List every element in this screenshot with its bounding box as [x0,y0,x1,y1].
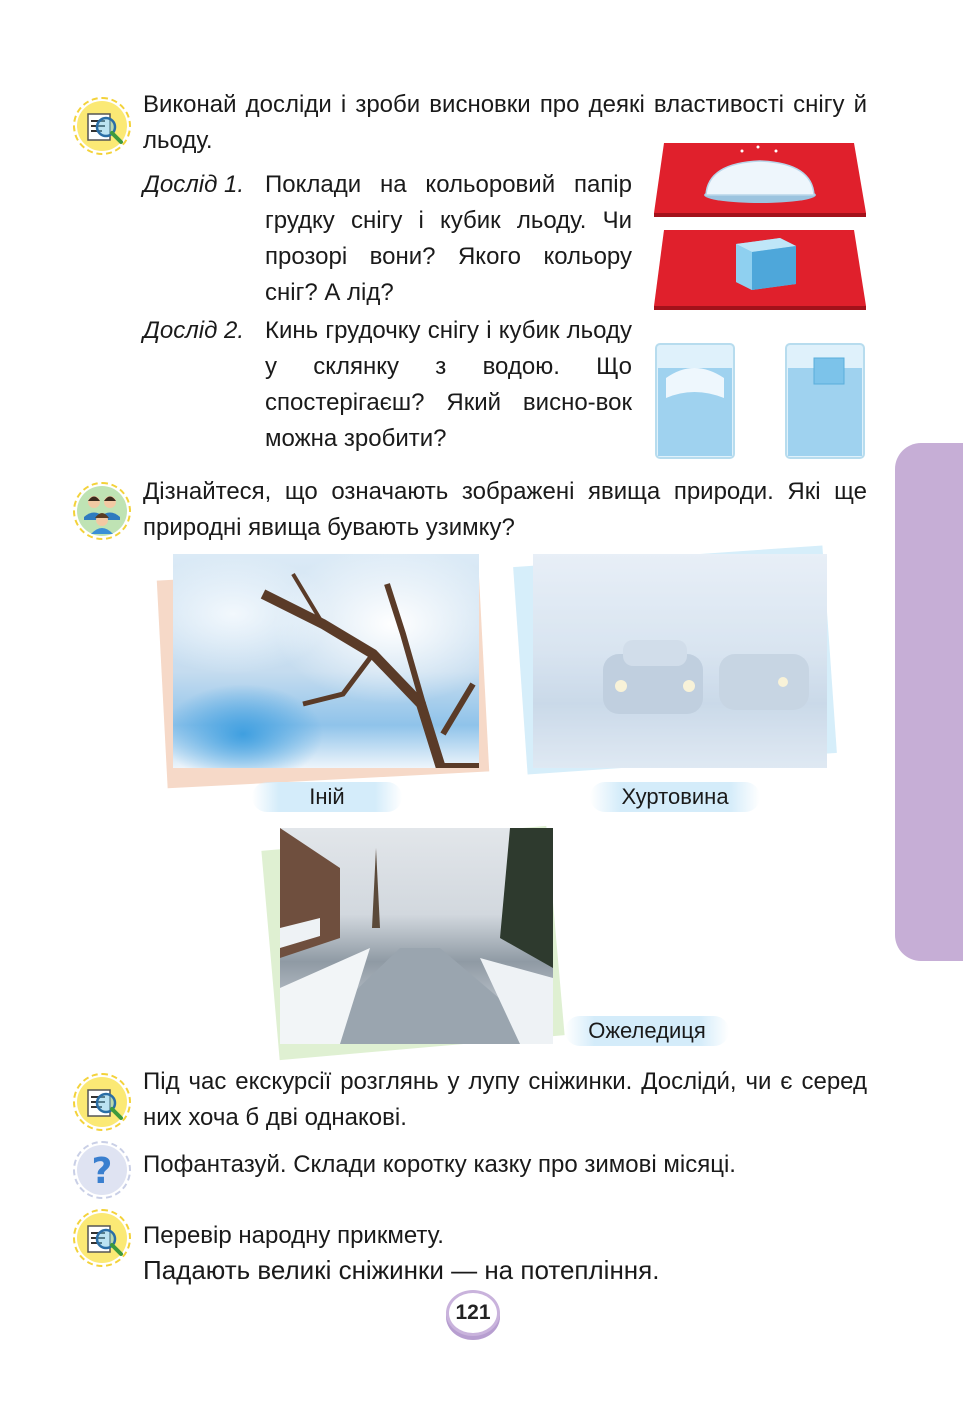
task2-text: Дізнайтеся, що означають зображені явища природи. Які ще природні явища бувають узимку? [143,478,867,541]
glasses-with-water-image [654,338,866,460]
question-icon [73,1141,131,1199]
snow-on-red-paper-image [654,137,866,217]
hoarfrost-photo [173,554,479,768]
task5-line1: Перевір народну прикмету. [143,1222,444,1249]
hoarfrost-caption: Іній [252,782,402,812]
ice-cube-on-red-paper-image [654,226,866,310]
page-number: 121 [446,1290,500,1336]
task5-line2: Падають великі сніжинки — на потепління. [143,1255,660,1285]
group-work-icon [73,482,131,540]
blizzard-photo [533,554,827,768]
experiment1-label: Дослід 1. [143,171,245,198]
research-magnifier-icon-2 [73,1073,131,1131]
experiment1-text: Поклади на кольоровий папір грудку снігу і кубик льоду. Чи прозорі вони? Якого кольору сніг? А лід? [265,171,632,306]
task4-text: Пофантазуй. Склади коротку казку про зимові місяці. [143,1151,736,1178]
experiment2-label: Дослід 2. [143,317,245,344]
research-magnifier-icon [73,97,131,155]
glaze-photo [280,828,553,1044]
section-side-tab [895,443,963,961]
glaze-caption: Ожеледиця [565,1016,729,1046]
experiment2-text: Кинь грудочку снігу і кубик льоду у склянку з водою. Що спостерігаєш? Який висно-вок можна зробити? [265,317,632,452]
blizzard-caption: Хуртовина [590,782,760,812]
research-magnifier-icon-3 [73,1209,131,1267]
svg-text:?: ? [91,1151,113,1192]
task1-intro: Виконай досліди і зроби висновки про деякі властивості снігу й льоду. [143,91,867,154]
task3-text: Під час екскурсії розглянь у лупу сніжинки. Досліди́, чи є серед них хоча б дві однакові. [143,1068,867,1131]
